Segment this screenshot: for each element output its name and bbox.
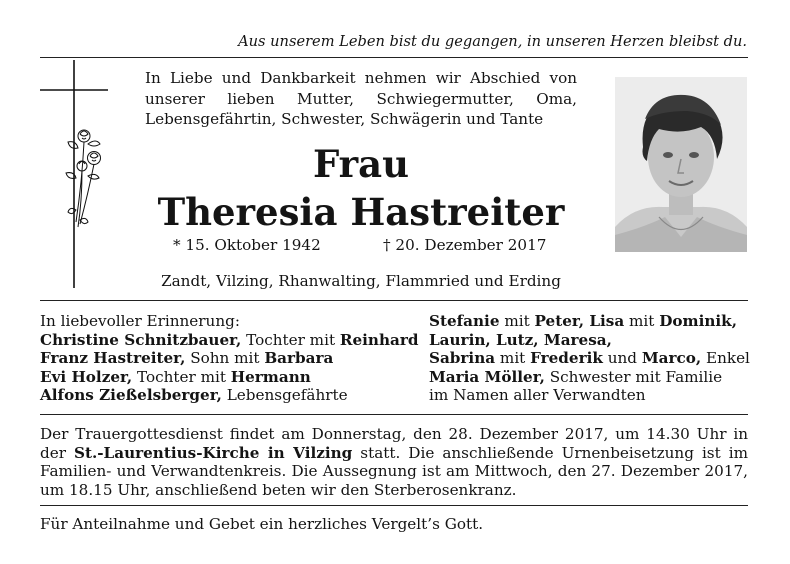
- lower-divider: [40, 414, 748, 415]
- mourners-left-column: [40, 312, 418, 405]
- birth-date: * 15. Oktober 1942: [173, 236, 321, 254]
- motto: Aus unserem Leben bist du gegangen, in unseren Herzen bleibst du.: [238, 33, 747, 50]
- mourner-line: Sabrina mit Frederik und Marco, Enkel: [429, 349, 750, 367]
- mourner-line: Alfons Zießelsberger, Lebensgefährte: [40, 386, 348, 404]
- title-prefix: Frau: [313, 142, 409, 186]
- service-info: [40, 425, 748, 499]
- memory-heading: In liebevoller Erinnerung:: [40, 312, 240, 330]
- mourner-line: Laurin, Lutz, Maresa,: [429, 330, 612, 349]
- cross-with-rose-icon: [38, 60, 118, 290]
- bottom-divider: [40, 505, 748, 506]
- mourner-line: Franz Hastreiter, Sohn mit Barbara: [40, 349, 334, 367]
- mourner-line: im Namen aller Verwandten: [429, 386, 646, 404]
- deceased-name: Theresia Hastreiter: [157, 190, 565, 234]
- mourner-line: Evi Holzer, Tochter mit Hermann: [40, 367, 311, 386]
- mourner-line: Stefanie mit Peter, Lisa mit Dominik,: [429, 312, 737, 330]
- service-paragraph: Der Trauergottesdienst findet am Donnerstag, den 28. Dezember 2017, um 14.30 Uhr in der St.-Laurentius-Kirche in Vilzing statt. Die anschließende Urnenbeisetzung ist im Familien- und Verwandtenkreis. Die Aussegnung ist am Mittwoch, den 27. Dezember 2017, um 18.15 Uhr, anschließend beten wir den Sterberosenkranz.: [40, 425, 748, 499]
- mourner-line: Maria Möller, Schwester mit Familie: [429, 367, 723, 386]
- places-line: Zandt, Vilzing, Rhanwalting, Flammried und Erding: [161, 272, 561, 290]
- intro-text: [145, 68, 577, 130]
- portrait-photo: [615, 77, 747, 252]
- thanks-line: Für Anteilnahme und Gebet ein herzliches Vergelt’s Gott.: [40, 515, 484, 533]
- mourners-right-column: [429, 312, 750, 405]
- death-date: † 20. Dezember 2017: [383, 236, 547, 254]
- middle-divider: [40, 300, 748, 301]
- top-divider: [40, 57, 748, 58]
- intro-paragraph: In Liebe und Dankbarkeit nehmen wir Abschied von unserer lieben Mutter, Schwiegermutter, Oma, Lebensgefährtin, Schwester, Schwägerin und Tante: [145, 69, 577, 128]
- mourner-line: Christine Schnitzbauer, Tochter mit Reinhard: [40, 330, 419, 349]
